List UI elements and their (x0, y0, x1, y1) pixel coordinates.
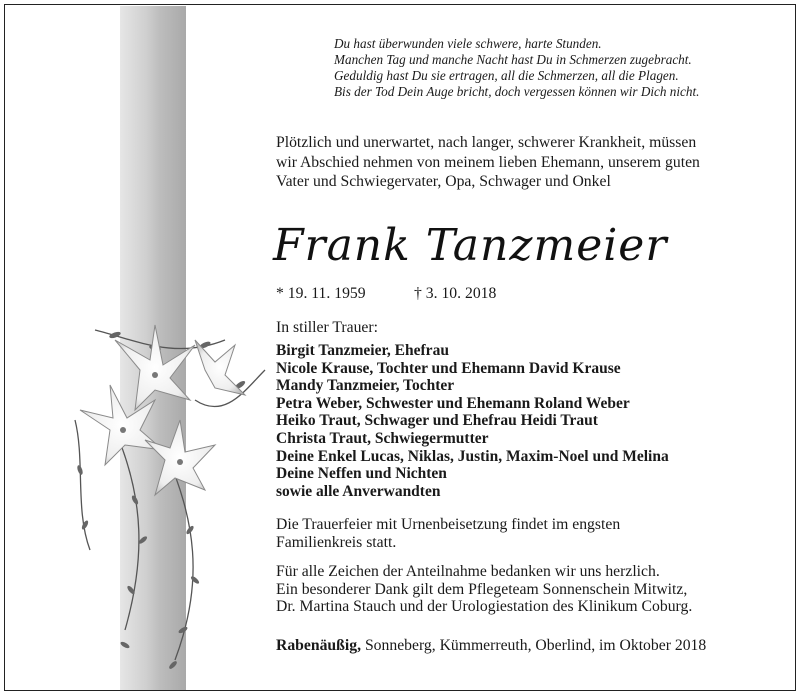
mourner-line: Christa Traut, Schwiegermutter (276, 429, 489, 447)
mourner-line: Birgit Tanzmeier, Ehefrau (276, 342, 449, 359)
mourner-line: Deine Enkel Lucas, Niklas, Justin, Maxim-Noel und Melina (276, 447, 669, 465)
intro-line: wir Abschied nehmen von meinem lieben Ehemann, unserem guten (276, 153, 700, 171)
funeral-line: Familienkreis statt. (276, 533, 397, 551)
mourner-line: Mandy Tanzmeier, Tochter (276, 377, 455, 395)
mourner-line: Nicole Krause, Tochter und Ehemann David Krause (276, 359, 621, 377)
place-rest: Sonneberg, Kümmerreuth, Oberlind, im Oktober 2018 (361, 637, 707, 654)
poem-line: Du hast überwunden viele schwere, harte Stunden. (334, 36, 602, 51)
poem-line: Manchen Tag und manche Nacht hast Du in Schmerzen zugebracht. (334, 52, 692, 67)
poem-line: Bis der Tod Dein Auge bricht, doch vergessen können wir Dich nicht. (334, 84, 700, 99)
poem-line: Geduldig hast Du sie ertragen, all die Schmerzen, all die Plagen. (334, 68, 679, 83)
life-dates (276, 285, 497, 303)
poem (334, 36, 774, 100)
thanks-line: Dr. Martina Stauch und der Urologiestation des Klinikum Coburg. (276, 598, 693, 615)
mourner-line: sowie alle Anverwandten (276, 482, 441, 500)
birth-date: * 19. 11. 1959 (276, 285, 366, 302)
lily-bouquet-image (55, 300, 285, 680)
funeral-notice (276, 516, 756, 551)
place-bold: Rabenäußig, (276, 637, 362, 654)
mourning-heading: In stiller Trauer: (276, 319, 378, 336)
mourner-line: Deine Neffen und Nichten (276, 465, 447, 483)
place-and-date (276, 637, 706, 655)
funeral-line: Die Trauerfeier mit Urnenbeisetzung findet im engsten (276, 516, 621, 533)
mourners-list (276, 342, 669, 500)
thanks-notice (276, 563, 756, 616)
deceased-name: Frank Tanzmeier (273, 220, 668, 271)
thanks-line: Für alle Zeichen der Anteilnahme bedanken wir uns herzlich. (276, 563, 660, 580)
death-date: † 3. 10. 2018 (414, 285, 497, 302)
intro-line: Plötzlich und unerwartet, nach langer, schwerer Krankheit, müssen (276, 134, 697, 151)
thanks-line: Ein besonderer Dank gilt dem Pflegeteam Sonnenschein Mitwitz, (276, 580, 688, 598)
intro-text (276, 133, 756, 192)
mourner-line: Petra Weber, Schwester und Ehemann Roland Weber (276, 394, 630, 412)
intro-line: Vater und Schwiegervater, Opa, Schwager und Onkel (276, 173, 611, 190)
mourner-line: Heiko Traut, Schwager und Ehefrau Heidi Traut (276, 412, 598, 430)
